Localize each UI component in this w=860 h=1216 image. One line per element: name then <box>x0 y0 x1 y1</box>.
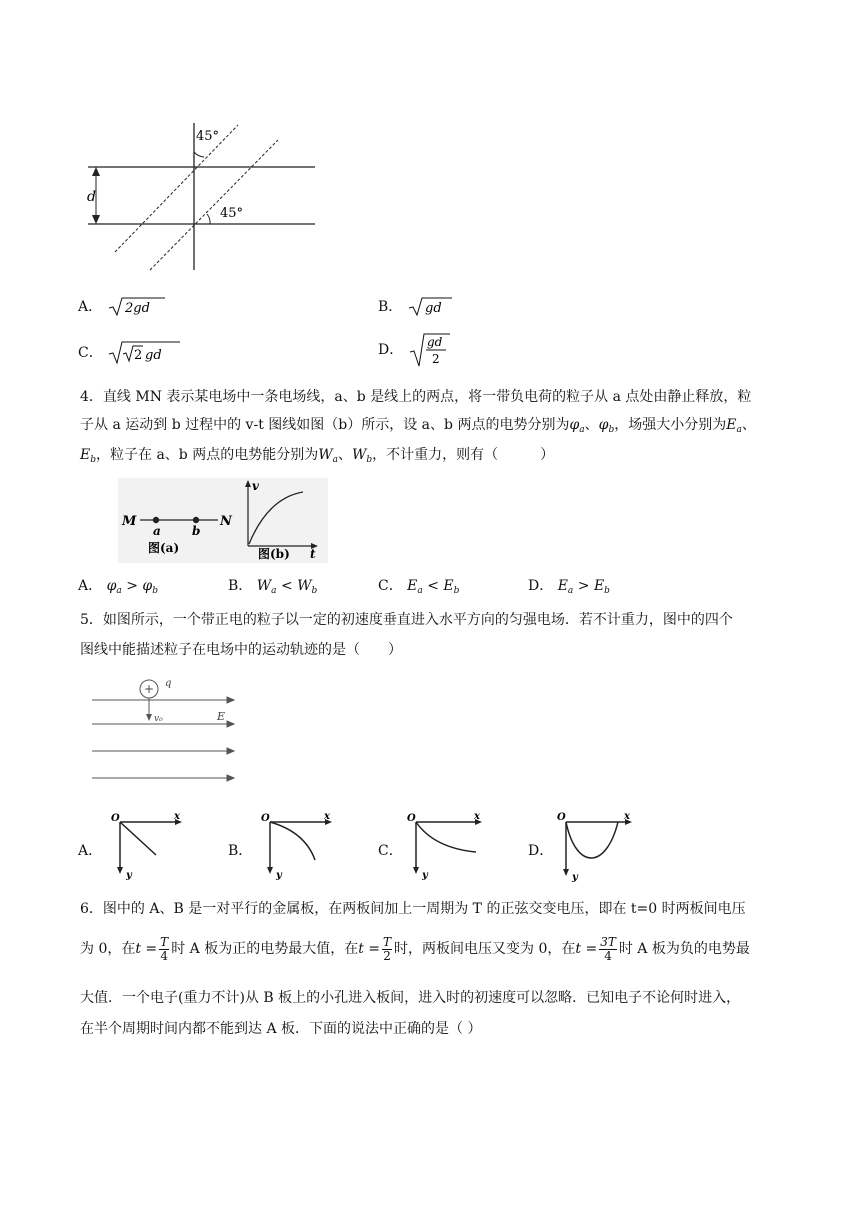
q3-option-a: A． 2gd <box>78 296 167 318</box>
q5-option-b-label: B． <box>228 843 253 859</box>
label-v: v <box>252 479 259 493</box>
q5-option-c-label: C． <box>378 843 403 859</box>
d-label: d <box>87 189 96 205</box>
svg-text:O: O <box>261 813 270 824</box>
svg-text:y: y <box>572 872 578 882</box>
svg-text:gd: gd <box>426 335 443 349</box>
q4-option-c: C． $E_a < E_b$ <box>378 578 460 596</box>
q6-line2: 为 0，在t = $\frac{T}{4}$ 时 A 板为正的电势最大值，在t = $\frac{T}{2}$ 时，两板间电压又变为 0，在t = $\frac{3T}{4}$ 时 A 板为负的电势最 <box>80 934 750 963</box>
q5-option-a-label: A． <box>78 843 103 859</box>
label-M: M <box>122 514 137 529</box>
sqrt-sqrt2-gd-expr <box>107 340 182 366</box>
angle-label-top: 45° <box>196 129 220 144</box>
svg-text:O: O <box>407 813 416 824</box>
q3-option-b: B． gd <box>378 296 457 318</box>
q4-option-d: D． $E_a > E_b$ <box>528 578 610 596</box>
svg-text:x: x <box>324 812 330 822</box>
q5-option-b-graph <box>260 812 335 880</box>
svg-text:y: y <box>126 870 132 880</box>
svg-text:O: O <box>557 812 566 823</box>
svg-text:x: x <box>624 811 630 822</box>
caption-a: 图(a) <box>148 541 180 555</box>
svg-text:y: y <box>422 870 428 880</box>
q3-figure <box>80 120 320 275</box>
svg-text:gd: gd <box>145 348 162 363</box>
q5-option-d-label: D． <box>528 843 554 859</box>
q4-line2: 子从 a 运动到 b 过程中的 v-t 图线如图（b）所示，设 a、b 两点的电势分别为$\varphi_a$、$\varphi_b$，场强大小分别为$E_a$、 <box>80 417 756 435</box>
label-t: t <box>310 547 316 561</box>
q4-option-a: A． $\varphi_a > \varphi_b$ <box>78 578 158 596</box>
sqrt-2gd-expr <box>107 296 167 318</box>
q6-line1: 6．图中的 A、B 是一对平行的金属板，在两板间加上一周期为 T 的正弦交变电压，即在 t=0 时两板间电压 <box>80 901 746 917</box>
q6-line4: 在半个周期时间内都不能到达 A 板．下面的说法中正确的是（ ） <box>80 1021 482 1037</box>
q5-line1: 5．如图所示，一个带正电的粒子以一定的初速度垂直进入水平方向的匀强电场．若不计重力，图中的四个 <box>80 612 733 628</box>
svg-text:2: 2 <box>134 348 143 363</box>
svg-text:gd: gd <box>424 301 442 316</box>
svg-text:y: y <box>276 870 282 880</box>
sqrt-gd-over-2-expr <box>408 332 453 368</box>
label-N: N <box>220 514 232 529</box>
q5-line2: 图线中能描述粒子在电场中的运动轨迹的是（ ） <box>80 642 402 658</box>
label-E: E <box>217 710 226 723</box>
svg-text:x: x <box>474 812 480 822</box>
q4-line1: 4．直线 MN 表示某电场中一条电场线，a、b 是线上的两点，将一带负电荷的粒子从 a 点处由静止释放，粒 <box>80 389 752 405</box>
q5-field-figure <box>90 672 250 787</box>
svg-text:x: x <box>174 812 180 822</box>
q5-option-c-graph <box>406 812 486 880</box>
label-v0: v₀ <box>154 714 163 724</box>
label-a: a <box>153 524 161 538</box>
q4-figure <box>118 478 328 563</box>
q6-line3: 大值．一个电子(重力不计)从 B 板上的小孔进入板间，进入时的初速度可以忽略．已知电子不论何时进入， <box>80 990 741 1006</box>
q4-line3: $E_b$，粒子在 a、b 两点的电势能分别为$W_a$、$W_b$，不计重力，则有（ ） <box>80 447 555 465</box>
plus-sign: + <box>144 682 155 696</box>
q3-option-c: C． 2 gd <box>78 340 182 366</box>
svg-text:2: 2 <box>431 352 440 366</box>
label-q: q <box>165 678 172 689</box>
svg-text:2gd: 2gd <box>124 301 150 316</box>
sqrt-gd-expr <box>407 296 457 318</box>
angle-label-bottom: 45° <box>220 206 244 221</box>
q5-option-d-graph <box>556 810 636 882</box>
caption-b: 图(b) <box>258 547 290 561</box>
svg-text:O: O <box>111 813 120 824</box>
q4-option-b: B． $W_a < W_b$ <box>228 578 318 596</box>
q3-option-d: D． gd 2 <box>378 332 453 368</box>
label-b: b <box>192 524 201 538</box>
q5-option-a-graph <box>110 812 185 880</box>
